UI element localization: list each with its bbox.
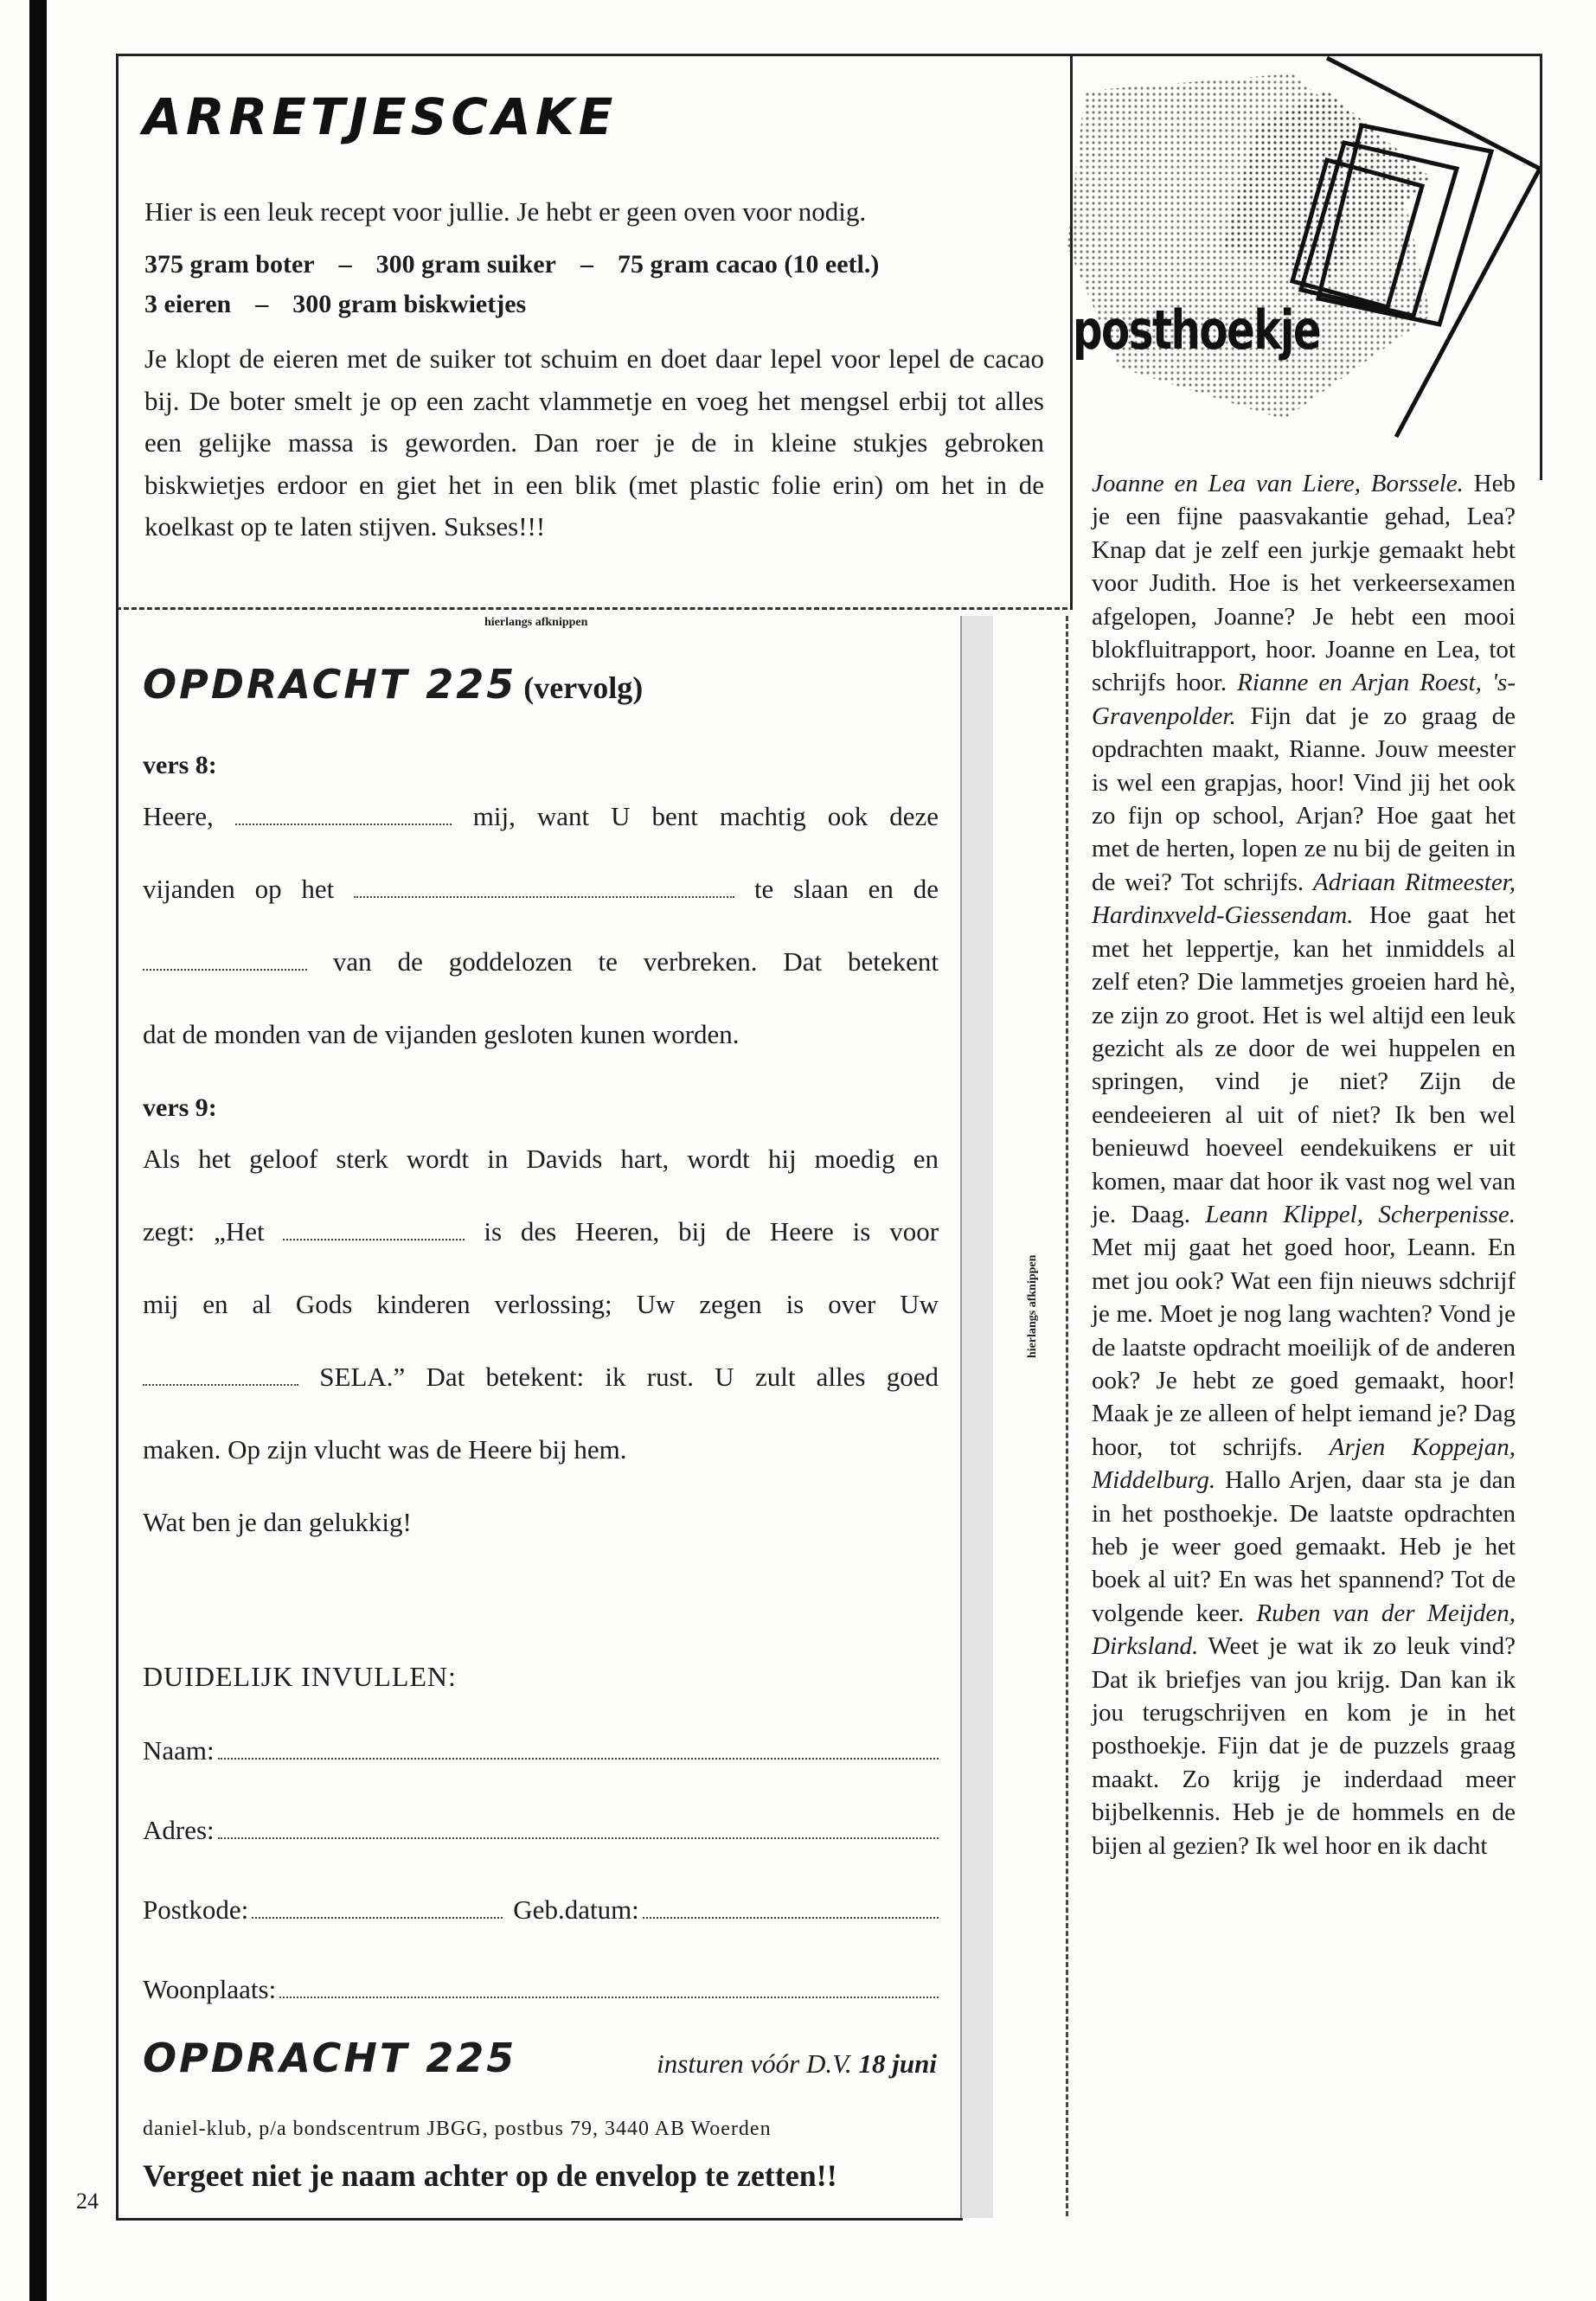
letter-recipient: Ruben van der Meijden, Dirksland. (1092, 1599, 1516, 1661)
recipe-intro: Hier is een leuk recept voor jullie. Je hebt er geen oven voor nodig. (144, 196, 867, 227)
birthdate-label: Geb.datum: (513, 1894, 639, 1925)
recipe-title: ARRETJESCAKE (143, 87, 618, 146)
vers-8-line-2: vijanden op het te slaan en de (143, 874, 939, 904)
posthoekje-header (1067, 54, 1542, 480)
assignment-subtitle: (vervolg) (523, 670, 644, 705)
cut-label-vertical: hierlangs afknippen (1026, 1254, 1039, 1358)
club-address: daniel-klub, p/a bondscentrum JBGG, postbus 79, 3440 AB Woerden (143, 2118, 772, 2140)
vers-9-line-6: Wat ben je dan gelukkig! (143, 1507, 412, 1537)
ingredient: 300 gram suiker (375, 250, 556, 279)
binding-edge (29, 0, 47, 2301)
letter-reply: Met mij gaat het goed hoor, Leann. En met jou ook? Wat een fijn nieuws sdchrijf je me. Moet je nog lang wachten? Vond je de laatste opdracht moeilijk of de anderen ook? Je hebt ze goed gemaakt, hoor! Maak je ze alleen of helpt iemand je? Dag hoor, tot schrijfs. (1092, 1234, 1516, 1461)
vers-9-line-1: Als het geloof sterk wordt in Davids hart, wordt hij moedig en (143, 1144, 939, 1174)
answer-blank[interactable] (143, 1383, 298, 1386)
letter-reply: Hoe gaat het met het leppertje, kan het inmiddels al zelf eten? Die lammetjes groeien hard hè, ze zijn zo groot. Het is wel altijd een leuk gezicht als ze door de wei huppelen en springen, vind je niet? Zijn de eendeeieren al uit of niet? Ik ben wel benieuwd hoeveel eendekuikens er uit komen, maar dat hoor ik vast nog wel van je. Daag. (1092, 901, 1516, 1228)
assignment-footer-title: OPDRACHT 225 (143, 2035, 517, 2081)
name-field[interactable]: Naam: (143, 1735, 939, 1766)
letter-recipient: Joanne en Lea van Liere, Borssele. (1092, 470, 1464, 497)
letter-reply: Hallo Arjen, daar sta je dan in het posthoekje. De laatste opdrachten heb je weer goed gemaakt. Heb je het boek al uit? En was het spannend? Tot de volgende keer. (1092, 1466, 1516, 1627)
postcode-birthdate-row[interactable] (143, 1894, 939, 1926)
posthoekje-title: posthoekje (1073, 298, 1321, 362)
city-field[interactable]: Woonplaats: (143, 1974, 939, 2005)
answer-blank[interactable] (354, 895, 734, 898)
reminder: Vergeet niet je naam achter op de envelop te zetten!! (143, 2158, 837, 2193)
assignment-form (116, 607, 963, 2221)
vers-9-line-2: zegt: „Het is des Heeren, bij de Heere is voor (143, 1216, 939, 1247)
answer-blank[interactable] (283, 1238, 465, 1240)
vers-8-line-3: van de goddelozen te verbreken. Dat betekent (143, 946, 939, 977)
letter-recipient: Adriaan Ritmeester, Hardinxveld-Giessendam. (1092, 868, 1516, 930)
ingredients-line-2: 3 eieren – 300 gram biskwietjes (144, 290, 527, 318)
recipe-instructions: Je klopt de eieren met de suiker tot schuim en doet daar lepel voor lepel de cacao bij. De boter smelt je op een zacht vlammetje en voeg het mengsel erbij tot alles een gelijke massa is geworden. Dan roer je de in kleine stukjes gebroken biskwietjes erdoor en giet het in een blik (met plastic folie erin) om het in de koelkast op te laten stijven. Sukses!!! (144, 343, 1044, 542)
page-number: 24 (76, 2189, 99, 2214)
answer-blank[interactable] (235, 823, 452, 825)
vers-8-line-1: Heere, mij, want U bent machtig ook deze (143, 801, 939, 831)
letter-reply: Fijn dat je zo graag de opdrachten maakt, Rianne. Jouw meester is wel een grapjas, hoor! Vind jij het ook zo fijn op school, Arjan? Hoe gaat het met de herten, lopen ze nu bij de geiten in de wei? Tot schrijfs. (1092, 702, 1516, 896)
answer-blank[interactable] (143, 968, 307, 971)
postcode-label: Postkode: (143, 1894, 249, 1925)
letter-recipient: Leann Klippel, Scherpenisse. (1205, 1200, 1516, 1228)
ingredients-line-1: 375 gram boter – 300 gram suiker – 75 gram cacao (10 eetl.) (144, 250, 880, 279)
letter-recipient: Rianne en Arjan Roest, 's-Gravenpolder. (1092, 669, 1516, 730)
vers-9-label: vers 9: (143, 1093, 217, 1122)
ingredient: 300 gram biskwietjes (292, 290, 527, 318)
ingredient: 75 gram cacao (10 eetl.) (617, 250, 880, 279)
cut-label: hierlangs afknippen (484, 616, 588, 629)
recipe-box (116, 54, 1073, 610)
vers-9-line-3: mij en al Gods kinderen verlossing; Uw zegen is over Uw (143, 1289, 939, 1319)
posthoekje-letters (1092, 467, 1516, 1862)
deadline: insturen vóór D.V. 18 juni (657, 2048, 937, 2079)
ingredient: 3 eieren (144, 290, 232, 318)
ingredient: 375 gram boter (144, 250, 315, 279)
address-field[interactable]: Adres: (143, 1815, 939, 1846)
letter-reply: Weet je wat ik zo leuk vind? Dat ik briefjes van jou krijg. Dan kan ik jou terugschrijven en kom je in het posthoekje. Fijn dat je de puzzels graag maakt. Zo krijg je inderdaad meer bijbelkennis. Heb je de hommels en de bijen al gezien? Ik wel hoor en ik dacht (1092, 1632, 1516, 1860)
assignment-title: OPDRACHT 225 (vervolg) (143, 661, 644, 708)
cut-strip (960, 616, 993, 2218)
fill-instruction: DUIDELIJK INVULLEN: (143, 1661, 457, 1692)
vers-8-line-4: dat de monden van de vijanden gesloten kunen worden. (143, 1019, 740, 1049)
letter-reply: Heb je een fijne paasvakantie gehad, Lea? Knap dat je zelf een jurkje gemaakt hebt voor Judith. Hoe is het verkeersexamen afgelopen, Joanne? Je hebt een mooi blokfluitrapport, hoor. Joanne en Lea, tot schrijfs hoor. (1092, 470, 1516, 697)
vers-8-label: vers 8: (143, 751, 217, 779)
letter-recipient: Arjen Koppejan, Middelburg. (1092, 1433, 1516, 1495)
mailbox-illustration-icon (1067, 56, 1540, 480)
vers-9-line-4: SELA.” Dat betekent: ik rust. U zult alles goed (143, 1362, 939, 1393)
vers-9-line-5: maken. Op zijn vlucht was de Heere bij hem. (143, 1434, 627, 1465)
cut-line-vertical (1066, 616, 1068, 2216)
